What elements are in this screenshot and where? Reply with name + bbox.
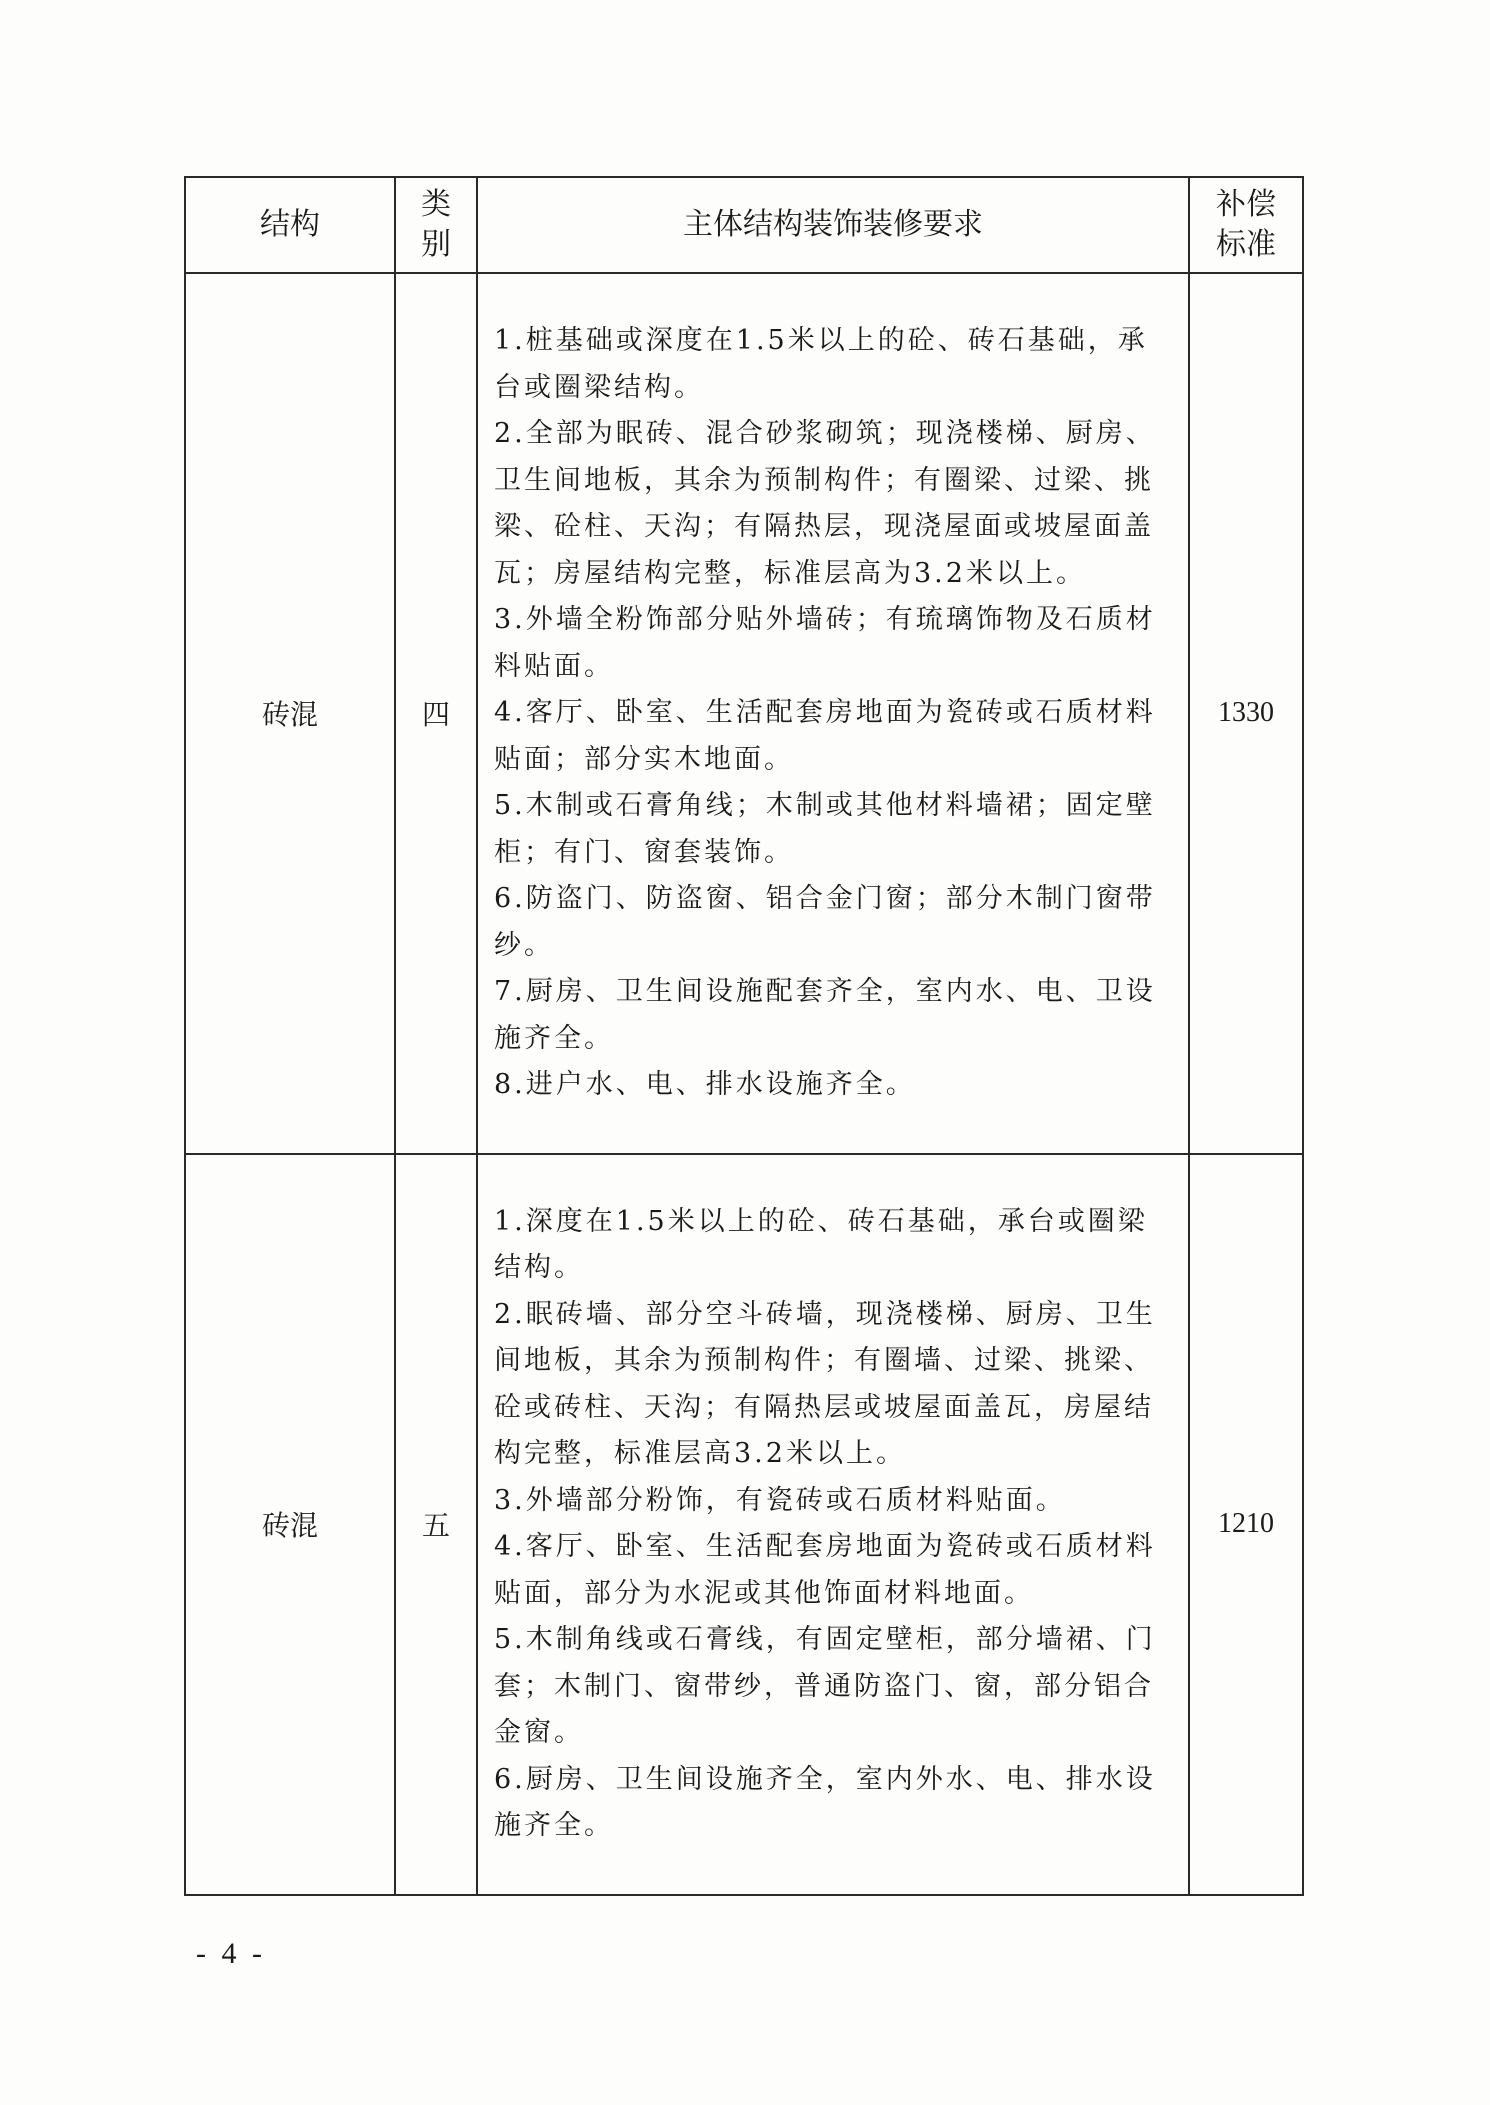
requirement-item: 6.厨房、卫生间设施齐全，室内外水、电、排水设施齐全。: [494, 1763, 1156, 1841]
requirement-item: 1.桩基础或深度在1.5米以上的砼、砖石基础，承台或圈梁结构。: [494, 325, 1148, 403]
header-standard-line1: 补偿: [1216, 187, 1276, 222]
cell-standard: 1330: [1189, 273, 1303, 1154]
compensation-standard-table: [184, 176, 1304, 1896]
cell-category: 四: [395, 273, 477, 1154]
header-standard: [1189, 177, 1303, 273]
cell-standard: 1210: [1189, 1154, 1303, 1895]
header-structure: 结构: [185, 177, 395, 273]
requirement-item: 6.防盗门、防盗窗、铝合金门窗；部分木制门窗带纱。: [494, 883, 1156, 961]
requirement-item: 5.木制或石膏角线；木制或其他材料墙裙；固定壁柜；有门、窗套装饰。: [494, 790, 1156, 868]
cell-structure: 砖混: [185, 1154, 395, 1895]
requirement-item: 2.全部为眠砖、混合砂浆砌筑；现浇楼梯、厨房、卫生间地板，其余为预制构件；有圈梁、过梁、挑梁、砼柱、天沟；有隔热层，现浇屋面或坡屋面盖瓦；房屋结构完整，标准层高为3.2米以上。: [494, 418, 1156, 589]
requirement-item: 5.木制角线或石膏线，有固定壁柜，部分墙裙、门套；木制门、窗带纱，普通防盗门、窗，部分铝合金窗。: [494, 1624, 1156, 1748]
table-row: [185, 1154, 1303, 1895]
requirement-item: 8.进户水、电、排水设施齐全。: [494, 1069, 916, 1100]
header-standard-line2: 标准: [1216, 227, 1276, 262]
requirement-item: 4.客厅、卧室、生活配套房地面为瓷砖或石质材料贴面，部分为水泥或其他饰面材料地面。: [494, 1531, 1156, 1609]
table-header-row: [185, 177, 1303, 273]
requirement-item: 7.厨房、卫生间设施配套齐全，室内水、电、卫设施齐全。: [494, 976, 1156, 1054]
table-row: [185, 273, 1303, 1154]
header-category-line1: 类: [421, 187, 451, 222]
header-category: [395, 177, 477, 273]
page-number: - 4 -: [196, 1937, 266, 1970]
cell-requirements: [477, 273, 1189, 1154]
cell-category: 五: [395, 1154, 477, 1895]
requirement-item: 3.外墙全粉饰部分贴外墙砖；有琉璃饰物及石质材料贴面。: [494, 604, 1156, 682]
cell-requirements: [477, 1154, 1189, 1895]
cell-structure: 砖混: [185, 273, 395, 1154]
header-category-line2: 别: [421, 227, 451, 262]
header-requirements: 主体结构装饰装修要求: [477, 177, 1189, 273]
requirement-item: 4.客厅、卧室、生活配套房地面为瓷砖或石质材料贴面；部分实木地面。: [494, 697, 1156, 775]
requirement-item: 1.深度在1.5米以上的砼、砖石基础，承台或圈梁结构。: [494, 1205, 1148, 1283]
requirement-item: 2.眠砖墙、部分空斗砖墙，现浇楼梯、厨房、卫生间地板，其余为预制构件；有圈墙、过梁、挑梁、砼或砖柱、天沟；有隔热层或坡屋面盖瓦，房屋结构完整，标准层高3.2米以上。: [494, 1298, 1156, 1469]
requirement-item: 3.外墙部分粉饰，有瓷砖或石质材料贴面。: [494, 1484, 1066, 1516]
